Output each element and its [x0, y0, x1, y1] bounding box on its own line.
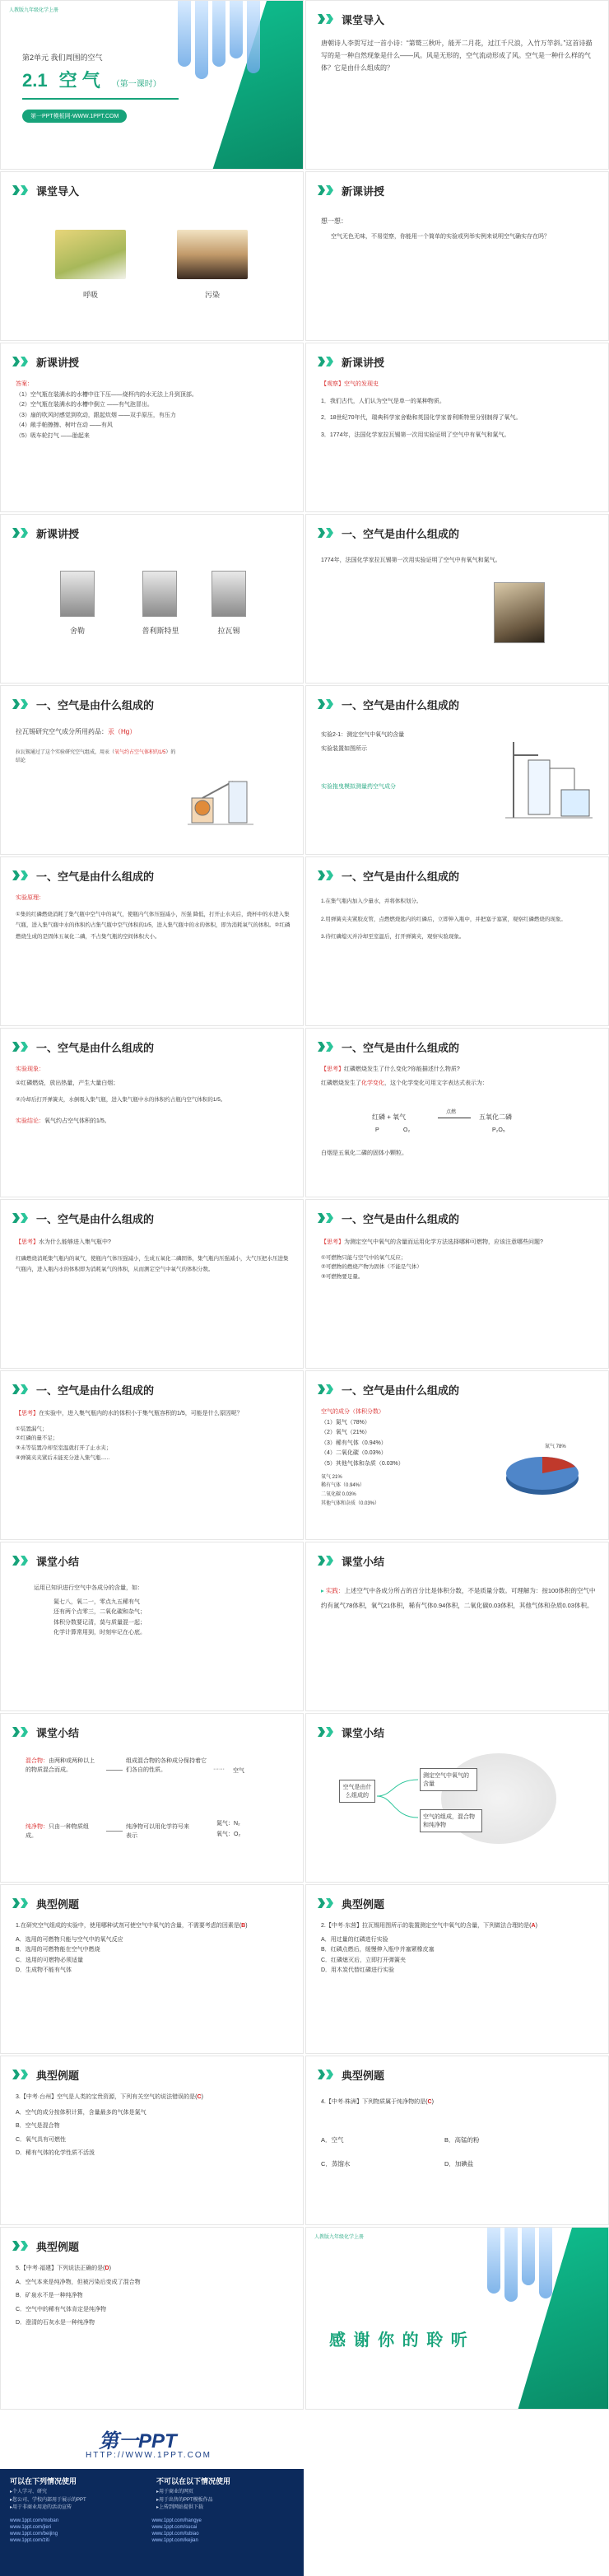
question-end: ) [109, 2266, 111, 2271]
slide-heading: 一、空气是由什么组成的 [36, 1212, 155, 1225]
legend-item: 稀有气体（0.94%） [321, 1483, 365, 1489]
slide-think [305, 171, 609, 341]
history-item: 1．我们古代，人们认为空气是单一的某种物质。 [321, 398, 445, 404]
allowed-item: ▸您公司、学校内部用于展示的PPT [10, 2497, 86, 2503]
conclusion-text: 氧气约占空气体积的1/5。 [44, 1118, 110, 1124]
disallowed-item: ▸用于商业的网页 [156, 2490, 194, 2494]
breathing-caption: 呼吸 [82, 291, 98, 299]
footer-link[interactable]: www.1ppt.com/kejian [151, 2538, 198, 2543]
scheele-name: 舍勒 [69, 627, 85, 635]
lesson-subtitle: （第一课时） [111, 80, 161, 89]
experiment-apparatus-image [504, 735, 594, 826]
footer-link[interactable]: www.1ppt.com/sucai [151, 2525, 198, 2530]
mercury-label: 汞（Hg） [108, 728, 137, 735]
phenomenon-item: ②冷却后打开弹簧夹，水倒吸入集气瓶，进入集气瓶中水的体积约占瓶内空气体积的1/5。 [16, 1097, 226, 1104]
mindmap-branch: 测定空气中氧气的含量 [420, 1768, 477, 1791]
mixture-label: 混合物： [26, 1758, 49, 1764]
mindmap-branch: 空气的组成，混合物和纯净物 [420, 1809, 482, 1832]
history-tag: 【观察】空气的发现史 [321, 381, 379, 387]
product: 五氧化二磷 [479, 1113, 512, 1121]
answer-item: （2）空气瓶在装满水的水槽中倒立 ——有气泡冒出。 [16, 402, 153, 408]
slide-heading: 一、空气是由什么组成的 [36, 870, 155, 883]
pollution-caption: 污染 [204, 291, 220, 299]
nitrogen-formula: 氮气：N₂ [216, 1821, 240, 1827]
question-end: ) [535, 1923, 537, 1929]
air-label: 空气 [233, 1768, 244, 1774]
question-text: 3.【中考·台州】空气是人类的宝贵资源，下列有关空气的说法错误的是( [16, 2094, 198, 2100]
option: C．红磷熄灭后，立即打开弹簧夹 [321, 1957, 407, 1963]
phenomenon-label: 实验现象： [16, 1066, 44, 1072]
slide-heading: 新课讲授 [36, 356, 80, 369]
unit-label: 第2单元 我们周围的空气 [22, 54, 103, 62]
test-tubes-image [487, 2228, 552, 2302]
white-smoke-note: 白烟是五氧化二磷的固体小颗粒。 [321, 1150, 407, 1156]
oxygen-formula: 氧气：O₂ [216, 1831, 241, 1837]
think-question: 在实验中，进入集气瓶内的水的体积小于集气瓶容积的1/5，可能是什么原因呢？ [39, 1411, 243, 1416]
pure-def: 只由一种物质组成。 [26, 1824, 89, 1840]
footer-link[interactable]: www.1ppt.com/ziti [10, 2538, 50, 2543]
footer-link[interactable]: www.1ppt.com/jieri [10, 2525, 52, 2530]
question-text: 1.在研究空气组成的实验中，使用哪种试剂可使空气中氧气的含量，不需要考虑的因素是( [16, 1923, 242, 1929]
option: D．稀有气体的化学性质不活泼 [16, 2150, 95, 2157]
slide-intro-photos [0, 171, 304, 341]
legend-item: 氧气 21% [321, 1474, 342, 1480]
slide-example-5 [0, 2227, 304, 2410]
slide-heading: 一、空气是由什么组成的 [342, 1041, 460, 1054]
disallowed-title: 不可以在以下情况使用 [156, 2477, 231, 2485]
fuel-item: ③可燃物要足量。 [321, 1273, 364, 1280]
slide-scientists [0, 514, 304, 684]
top-label: 人教版九年级化学上册 [314, 2235, 365, 2240]
rhyme-line: 化学计算常用到，时刻牢记在心底。 [53, 1630, 146, 1636]
reactants: 红磷 + 氧气 [372, 1113, 407, 1121]
slide-heading: 一、空气是由什么组成的 [36, 698, 155, 712]
mercury-note: 拉瓦锡通过了这个实验研究空气组成，用汞（ [16, 750, 115, 755]
summary-intro: 运用已知识进行空气中各成分的含量，如： [34, 1585, 143, 1591]
composition-pie-chart [497, 1440, 588, 1506]
slide-heading: 课堂小结 [36, 1555, 80, 1568]
slide-mercury [0, 685, 304, 855]
principle-label: 实验原理： [16, 895, 44, 901]
slide-example-3 [0, 2056, 304, 2225]
think-question: 水为什么能够进入集气瓶中? [39, 1239, 111, 1245]
question-end: ) [431, 2099, 434, 2105]
thanks-title: 感 谢 你 的 聆 听 [329, 2331, 469, 2350]
rhyme-line: 体积分数要记清，莫与质量混一起； [53, 1619, 146, 1626]
rhyme-line: 还有两个点零三，二氧化碳和杂气； [53, 1609, 146, 1616]
step-item: 3.待红磷熄灭并冷却至室温后，打开弹簧夹，观察实验现象。 [321, 934, 465, 940]
slide-example-4 [305, 2056, 609, 2225]
slide-summary-rhyme [0, 1542, 304, 1711]
answer: C [427, 2099, 432, 2105]
top-label: 人教版九年级化学上册 [9, 8, 59, 13]
reaction-condition: 点燃 [446, 1110, 457, 1115]
mindmap-center: 空气是由什么组成的 [339, 1780, 375, 1803]
slide-thanks [305, 2227, 609, 2410]
test-tubes-image [178, 1, 260, 79]
rhyme-line: 氮七八，氧二一，零点九五稀有气 [53, 1598, 140, 1605]
experiment-device: 实验装置如图所示 [321, 745, 367, 752]
slide-heading: 一、空气是由什么组成的 [36, 1384, 155, 1397]
slide-heading: 典型例题 [342, 1897, 385, 1911]
slide-heading: 典型例题 [36, 2069, 80, 2082]
composition-item: （4）二氧化碳（0.03%） [321, 1450, 387, 1457]
option: A．用过量的红磷进行实验 [321, 1936, 388, 1943]
mixture-def: 由两种或两种以上的物质混合而成。 [26, 1758, 95, 1774]
slide-intro-text [305, 0, 609, 170]
slide-heading: 课堂导入 [342, 13, 385, 26]
slide-heading: 一、空气是由什么组成的 [342, 1212, 460, 1225]
history-item: 2．18世纪70年代，瑞典科学家舍勒和英国化学家普利斯特里分别制得了氧气。 [321, 415, 522, 422]
answer-label: 答案： [16, 381, 33, 387]
slide-phenomenon [0, 1028, 304, 1197]
slide-composition [305, 1370, 609, 1540]
reaction-text-end: ，这个化学变化可用文字表达式表示为： [384, 1080, 488, 1086]
slide-experiment [305, 685, 609, 855]
error-item: ①装置漏气； [16, 1426, 48, 1432]
mercury-text: 拉瓦锡研究空气成分所用药品： [16, 728, 108, 735]
allowed-item: ▸个人学习、研究 [10, 2490, 48, 2494]
disallowed-item: ▸上传到网站提供下载 [156, 2505, 204, 2511]
slide-heading: 新课讲授 [36, 527, 80, 540]
slide-heading: 典型例题 [36, 2240, 80, 2253]
option: D．生成物不能有气体 [16, 1967, 72, 1974]
slide-heading: 一、空气是由什么组成的 [36, 1041, 155, 1054]
lavoisier-text: 1774年，法国化学家拉瓦锡第一次用实验证明了空气中有氧气和氮气。 [321, 558, 501, 563]
slide-heading: 一、空气是由什么组成的 [342, 698, 460, 712]
option: B．高锰的粉 [444, 2136, 480, 2144]
slide-principle [0, 856, 304, 1026]
pie-label: 氮气 78% [545, 1444, 566, 1449]
slide-heading: 课堂导入 [36, 184, 80, 198]
slide-why-water [0, 1199, 304, 1369]
formula-o2: O₂ [403, 1127, 411, 1133]
slide-heading: 新课讲授 [342, 184, 385, 198]
composition-item: （3）稀有气体（0.94%） [321, 1440, 387, 1446]
option: B．选用的可燃物能在空气中燃烧 [16, 1947, 100, 1953]
answer: B [241, 1923, 246, 1929]
lavoisier-portrait [212, 571, 246, 617]
option: A．空气的成分按体积计算，含量最多的气体是氮气 [16, 2109, 146, 2116]
footer-link[interactable]: www.1ppt.com/hangye [151, 2518, 202, 2523]
error-item: ③未等装置冷却至室温就打开了止水夹； [16, 1444, 112, 1451]
option: C．选用的可燃物必须适量 [16, 1957, 84, 1963]
breathing-photo [55, 230, 126, 279]
answer-item: （1）空气瓶在装满水的水槽中往下压——烧杯内的水无法上升到顶部。 [16, 391, 198, 398]
error-item: ④弹簧夹夹紧后未能充分进入集气瓶...... [16, 1454, 110, 1461]
slide-heading: 一、空气是由什么组成的 [342, 870, 460, 883]
composition-subtitle: 空气的成分（体积分数） [321, 1409, 384, 1415]
slide-heading: 新课讲授 [342, 356, 385, 369]
question-text: 5.【中考·福建】下列说法正确的是( [16, 2266, 105, 2271]
intro-text: 唐朝诗人李贺写过一首小诗：“第鹫三秋叶，能开二月花，过江千尺浪，入竹万竿斜。”这首诗描写的是一种自然现象是什么——风。风是无形的，空气流动形成了风。空气是一种什么样的气体？它是由什么组成的？ [321, 40, 593, 72]
slide-answers [0, 343, 304, 512]
lesson-title: 空 气 [58, 70, 100, 91]
question-text: 4.【中考·株洲】下列物质属于纯净物的是( [321, 2099, 428, 2105]
slide-heading: 典型例题 [36, 1897, 80, 1911]
lavoisier-name: 拉瓦锡 [217, 627, 240, 635]
scheele-portrait [60, 571, 95, 617]
slide-reaction [305, 1028, 609, 1197]
option: C．蒸馏水 [321, 2160, 351, 2168]
legend-item: 其他气体和杂质（0.03%） [321, 1500, 380, 1506]
lesson-number: 2.1 [22, 70, 48, 91]
option: A．选用的可燃物只能与空气中的氧气反应 [16, 1936, 123, 1943]
question-end: ) [201, 2094, 203, 2100]
reaction-text: 红磷燃烧发生了 [321, 1080, 361, 1086]
template-link[interactable]: 第一PPT模板网-WWW.1PPT.COM [22, 110, 127, 123]
fuel-item: ②可燃物的燃烧产物为固体（不能是气体） [321, 1264, 422, 1271]
pollution-photo [177, 230, 248, 279]
footer-link[interactable]: www.1ppt.com/beijing [10, 2532, 58, 2536]
practice-text: 上述空气中各成分所占的百分比是体积分数，不是质量分数。可理解为：按100体积的空气中约有氮气78体积，氧气21体积，稀有气体0.94体积，二氧化碳0.03体积，其他气体和杂质0.03体积。 [321, 1587, 596, 1609]
phenomenon-item: ①红磷燃烧，放出热量，产生大量白烟； [16, 1080, 119, 1086]
mercury-note-highlight: 氧气约占空气体积的1/5 [114, 750, 166, 755]
lavoisier-painting [494, 582, 545, 643]
slide-heading: 一、空气是由什么组成的 [342, 1384, 460, 1397]
experiment-name: 实验2-1：测定空气中氧气的含量 [321, 732, 405, 738]
slide-summary-volume: 课堂小结 ▸ 实践：上述空气中各成分所占的百分比是体积分数，不是质量分数。可理解为：按100体积的空气中约有氮气78体积，氧气21体积，稀有气体0.94体积，二氧化碳0.03体积，其他气体和杂质0.03体积。 [305, 1542, 609, 1711]
mercury-note-end: ）的结论 [16, 750, 176, 764]
option: B．矿泉水不是一种纯净物 [16, 2293, 83, 2299]
pure-label: 纯净物： [26, 1824, 49, 1830]
error-item: ②红磷的量不足； [16, 1435, 58, 1442]
think-question: 红磷燃烧发生了什么变化?你能描述什么物质? [344, 1066, 460, 1072]
composition-item: （5）其他气体和杂质（0.03%） [321, 1460, 404, 1467]
experiment-link[interactable]: 实验拖曳模拟测量药空气成分 [321, 784, 396, 791]
composition-item: （1）氮气（78%） [321, 1419, 370, 1426]
option: D．用木炭代替红磷进行实验 [321, 1967, 395, 1974]
option: D．加碘盐 [444, 2160, 474, 2168]
slide-heading: 一、空气是由什么组成的 [342, 527, 460, 540]
option: B．红磷点燃后，缓慢伸入瓶中并塞紧橡皮塞 [321, 1947, 435, 1953]
pure-property: 纯净物可以用化学符号来表示 [126, 1824, 189, 1840]
option: A．空气本来是纯净物，但被污染后变成了混合物 [16, 2279, 141, 2285]
footer-link[interactable]: www.1ppt.com/moban [10, 2518, 59, 2523]
think-question: 为测定空气中氧气的含量而运用化学方法选择哪种可燃物，应该注意哪些问题? [344, 1239, 543, 1245]
reaction-type: 化学变化 [361, 1080, 384, 1086]
footer-link[interactable]: www.1ppt.com/tubiao [151, 2532, 199, 2536]
slide-example-2 [305, 1884, 609, 2054]
think-tag: 【思考】 [16, 1411, 39, 1416]
site-url[interactable]: HTTP://WWW.1PPT.COM [86, 2451, 212, 2460]
disallowed-item: ▸用于出售的PPT模板作品 [156, 2497, 213, 2503]
slide-title [0, 0, 304, 170]
mixture-property: 组成混合物的各种成分保持着它们各自的性质。 [126, 1758, 207, 1774]
question-end: ) [245, 1923, 248, 1929]
fuel-item: ①可燃物只能与空气中的氧气反应； [321, 1254, 407, 1261]
slide-mindmap [305, 1713, 609, 1883]
option: C．氧气具有可燃性 [16, 2136, 67, 2143]
slide-heading: 典型例题 [342, 2069, 385, 2082]
option: D．澄清的石灰水是一种纯净物 [16, 2320, 95, 2326]
formula-p2o5: P₂O₅ [492, 1127, 505, 1133]
option: C．空气中的稀有气体肯定是纯净物 [16, 2306, 107, 2312]
answer: D [105, 2266, 109, 2271]
practice-tag: 实践： [325, 1587, 345, 1594]
think-text: 空气无色无味，不易觉察，你能用一个简单的实验或列举实例来说明空气确实存在吗？ [331, 234, 550, 240]
answer-item: （3）扇的吹风时感觉到吹动，跟起炊烟 ——双手原压，有压力 [16, 412, 176, 418]
principle-text: ①集的红磷燃烧消耗了集气瓶中空气中的氧气，使瓶内气体压强减小，压强 降低，打开止水夹后，烧杯中的水进入集气瓶，进入集气瓶中水的体积约占集气瓶中空气体积的1/5，进入集气瓶中的水的体积，即为消耗氧气的体积。②红磷燃烧生成的是固体五氧化二磷，不占集气瓶的空间体积大小。 [16, 911, 291, 940]
slide-example-1 [0, 1884, 304, 2054]
answer-item: （5）吸车轮打气 ——胎起来 [16, 432, 90, 439]
conclusion-label: 实验结论： [16, 1118, 44, 1124]
footer-banner [0, 2411, 304, 2576]
slide-heading: 课堂小结 [342, 1555, 385, 1568]
site-logo: 第一PPT [99, 2430, 177, 2452]
option: A．空气 [321, 2136, 344, 2144]
answer-item: （4）敞手帕擦擦、树叶在动 ——有风 [16, 422, 113, 429]
slide-mixture [0, 1713, 304, 1883]
legend-item: 二氧化碳 0.03% [321, 1492, 356, 1498]
think-label: 想一想： [321, 217, 347, 225]
answer: C [197, 2094, 202, 2100]
slide-heading: 课堂小结 [342, 1726, 385, 1739]
answer: A [531, 1923, 536, 1929]
composition-item: （2）氧气（21%） [321, 1430, 370, 1436]
formula-p: P [375, 1127, 379, 1133]
mercury-apparatus-image [184, 765, 258, 834]
question-text: 2.【中考·东营】拉瓦锡用图所示的装置测定空气中氧气的含量，下列做法合理的是( [321, 1923, 532, 1929]
think-tag: 【思考】 [321, 1066, 344, 1072]
option: B．空气是混合物 [16, 2123, 60, 2130]
slide-choose-fuel [305, 1199, 609, 1369]
slide-heading: 课堂小结 [36, 1726, 80, 1739]
think-tag: 【思考】 [321, 1239, 344, 1245]
slide-history [305, 343, 609, 512]
slide-lavoisier [305, 514, 609, 684]
step-item: 1.在集气瓶内加入少量水，并将体积划分。 [321, 898, 422, 904]
ellipsis: ······ [213, 1766, 225, 1772]
step-item: 2.用弹簧夹夹紧胶皮管，点燃燃烧匙内的红磷后，立即伸入瓶中，并把塞子塞紧，观察红磷燃烧的现象。 [321, 916, 566, 922]
allowed-title: 可以在下列情况使用 [10, 2477, 77, 2485]
slide-errors [0, 1370, 304, 1540]
history-item: 3．1774年，法国化学家拉瓦锡第一次用实验证明了空气中有氧气和氮气。 [321, 432, 510, 438]
slide-steps [305, 856, 609, 1026]
think-answer: 红磷燃烧消耗集气瓶内的氧气，使瓶内气体压强减小，生成五氧化二磷固体，集气瓶内压强减小，大气压把水压进集气瓶内，进入瓶内水的体积即为消耗氧气的体积，从而测定空气中氧气的体积分数。 [16, 1255, 289, 1273]
allowed-item: ▸用于非商业用途的活动宣传 [10, 2505, 72, 2511]
priestley-name: 普利斯特里 [142, 627, 179, 635]
think-tag: 【思考】 [16, 1239, 39, 1245]
priestley-portrait [142, 571, 177, 617]
